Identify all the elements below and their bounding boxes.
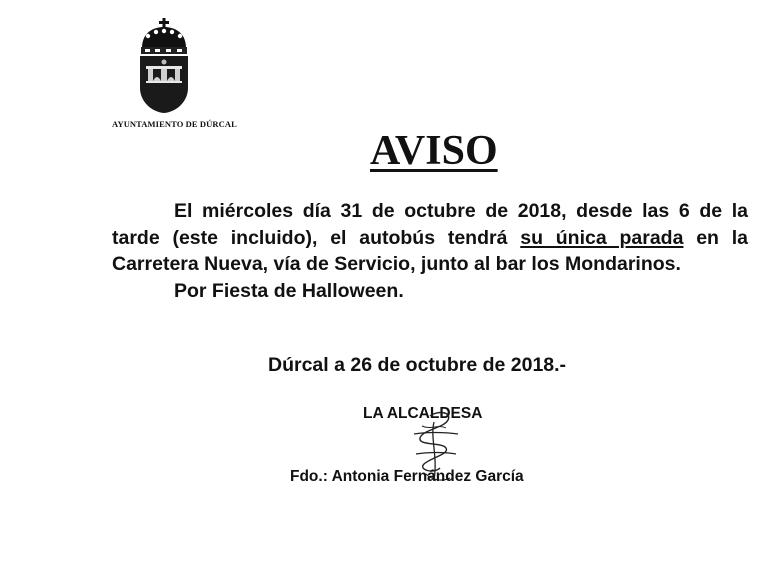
notice-title: AVISO	[370, 128, 498, 174]
notice-paragraph-1	[112, 198, 748, 278]
paragraph-1-underlined-text: su única parada	[520, 226, 684, 249]
municipal-crest-icon	[136, 18, 192, 114]
paragraph-2-text: Por Fiesta de Halloween.	[174, 279, 404, 302]
signatory-title: LA ALCALDESA	[363, 405, 483, 422]
paragraph-1-text-start: El miércoles día 31 de octubre de 2018, desde las 6 de la tarde (este incluido), el autobús tendrá	[112, 200, 748, 249]
notice-body	[112, 198, 748, 304]
paragraph-1-text-end: en la Carretera Nueva, vía de Servicio, junto al bar los Mondarinos.	[112, 226, 749, 275]
notice-date-line: Dúrcal a 26 de octubre de 2018.-	[268, 354, 567, 376]
signatory-name: Fdo.: Antonia Fernández García	[290, 468, 524, 485]
notice-paragraph-2	[112, 278, 748, 305]
organization-name: AYUNTAMIENTO DE DÚRCAL	[112, 119, 237, 129]
